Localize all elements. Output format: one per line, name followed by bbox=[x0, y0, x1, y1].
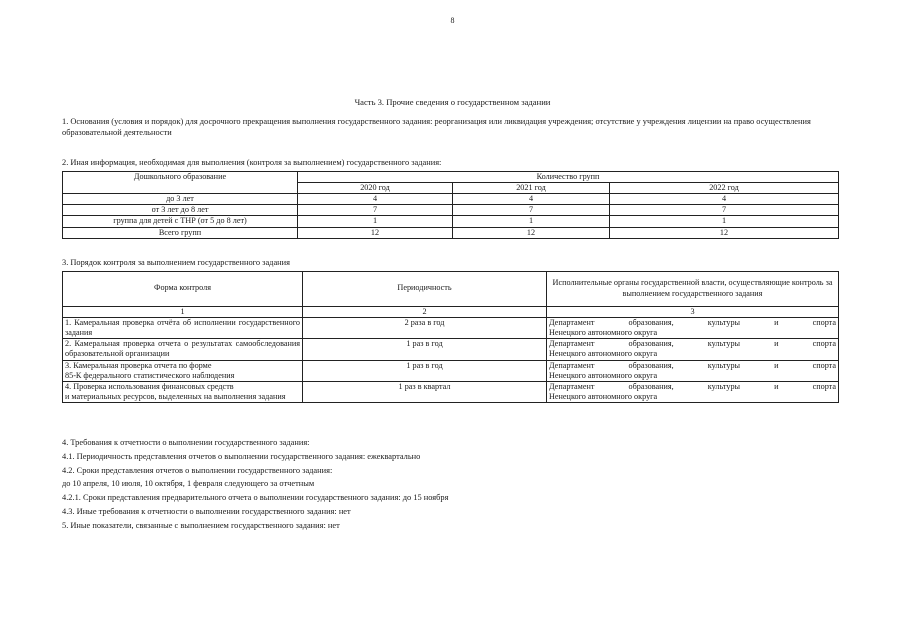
other-indicators-line: 5. Иные показатели, связанные с выполнением государственного задания: нет bbox=[62, 520, 340, 530]
table-row bbox=[63, 216, 839, 227]
control-form: 2. Камеральная проверка отчета о результатах самообследования образовательной организации bbox=[63, 339, 303, 360]
reporting-line: 4.2.1. Сроки представления предварительного отчета о выполнении государственного задания: до 15 ноября bbox=[62, 493, 449, 503]
control-org-line1: Департамент образования, культуры и спорта bbox=[549, 381, 836, 391]
cell-value: 1 bbox=[298, 216, 453, 227]
reporting-line: 4.2. Сроки представления отчетов о выполнении государственного задания: bbox=[62, 465, 333, 475]
row-label: от 3 лет до 8 лет bbox=[63, 205, 298, 216]
cell-value: 1 bbox=[453, 216, 610, 227]
control-org-line2: Ненецкого автономного округа bbox=[549, 392, 658, 402]
table-row bbox=[63, 339, 839, 360]
groups-col-header: Дошкольного образование bbox=[63, 171, 298, 193]
control-org-line1: Департамент образования, культуры и спорта bbox=[549, 339, 836, 349]
cell-value: 7 bbox=[453, 205, 610, 216]
reporting-line: 4. Требования к отчетности о выполнении государственного задания: bbox=[62, 438, 310, 447]
column-number: 1 bbox=[63, 306, 303, 317]
control-period: 1 раз в год bbox=[303, 360, 547, 381]
control-org-line1: Департамент образования, культуры и спорта bbox=[549, 317, 836, 327]
control-form: 4. Проверка использования финансовых средств и материальных ресурсов, выделенных на выполнения задания bbox=[63, 381, 303, 402]
cell-value: 4 bbox=[610, 193, 839, 204]
termination-grounds-text: 1. Основания (условия и порядок) для досрочного прекращения выполнения государственного задания: реорганизация или ликвидация учреждения; отсутствие у учреждения лицензии на право осуществления образовательной деятельности bbox=[62, 117, 811, 137]
table-row bbox=[63, 205, 839, 216]
table-row-total bbox=[63, 227, 839, 238]
cell-value: 1 bbox=[610, 216, 839, 227]
cell-value: 7 bbox=[298, 205, 453, 216]
control-table bbox=[62, 271, 839, 404]
control-org-line2: Ненецкого автономного округа bbox=[549, 327, 658, 337]
groups-count-header: Количество групп bbox=[298, 171, 839, 182]
cell-value: 7 bbox=[610, 205, 839, 216]
year-header: 2021 год bbox=[453, 182, 610, 193]
control-org bbox=[547, 339, 839, 360]
column-number: 3 bbox=[547, 306, 839, 317]
cell-value: 4 bbox=[298, 193, 453, 204]
cell-value: 4 bbox=[453, 193, 610, 204]
table-row bbox=[63, 193, 839, 204]
groups-table bbox=[62, 171, 839, 239]
cell-value: 12 bbox=[610, 227, 839, 238]
control-org bbox=[547, 381, 839, 402]
control-org-line1: Департамент образования, культуры и спорта bbox=[549, 360, 836, 370]
table-row bbox=[63, 381, 839, 402]
row-label: группа для детей с ТНР (от 5 до 8 лет) bbox=[63, 216, 298, 227]
cell-value: 12 bbox=[453, 227, 610, 238]
table-row bbox=[63, 317, 839, 338]
cell-value: 12 bbox=[298, 227, 453, 238]
reporting-line: 4.3. Иные требования к отчетности о выполнении государственного задания: нет bbox=[62, 506, 351, 516]
table-row bbox=[63, 360, 839, 381]
other-info-heading: 2. Иная информация, необходимая для выполнения (контроля за выполнением) государственного задания: bbox=[62, 158, 442, 167]
section-termination-grounds bbox=[62, 117, 838, 138]
control-period: 2 раза в год bbox=[303, 317, 547, 338]
section-reporting bbox=[62, 438, 838, 535]
control-form-header: Форма контроля bbox=[63, 271, 303, 306]
reporting-line: до 10 апреля, 10 июля, 10 октября, 1 февраля следующего за отчетным bbox=[62, 479, 315, 489]
control-heading: 3. Порядок контроля за выполнением государственного задания bbox=[62, 258, 290, 267]
section-control bbox=[62, 258, 838, 403]
control-period: 1 раз в год bbox=[303, 339, 547, 360]
part-title: Часть 3. Прочие сведения о государственном задании bbox=[354, 97, 551, 107]
control-org-header: Исполнительные органы государственной власти, осуществляющие контроль за выполнением государственного задания bbox=[547, 271, 839, 306]
year-header: 2020 год bbox=[298, 182, 453, 193]
section-other-info bbox=[62, 158, 838, 239]
control-org-line2: Ненецкого автономного округа bbox=[549, 370, 658, 380]
control-org-line2: Ненецкого автономного округа bbox=[549, 349, 658, 359]
control-period-header: Периодичность bbox=[303, 271, 547, 306]
control-form: 3. Камеральная проверка отчета по форме 85-К федерального статистического наблюдения bbox=[63, 360, 303, 381]
row-label: Всего групп bbox=[63, 227, 298, 238]
row-label: до 3 лет bbox=[63, 193, 298, 204]
page-number: 8 bbox=[450, 16, 455, 25]
column-number: 2 bbox=[303, 306, 547, 317]
year-header: 2022 год bbox=[610, 182, 839, 193]
control-form: 1. Камеральная проверка отчёта об исполнении государственного задания bbox=[63, 317, 303, 338]
reporting-line: 4.1. Периодичность представления отчетов о выполнении государственного задания: ежеквартально bbox=[62, 451, 421, 461]
control-period: 1 раз в квартал bbox=[303, 381, 547, 402]
control-org bbox=[547, 317, 839, 338]
control-org bbox=[547, 360, 839, 381]
